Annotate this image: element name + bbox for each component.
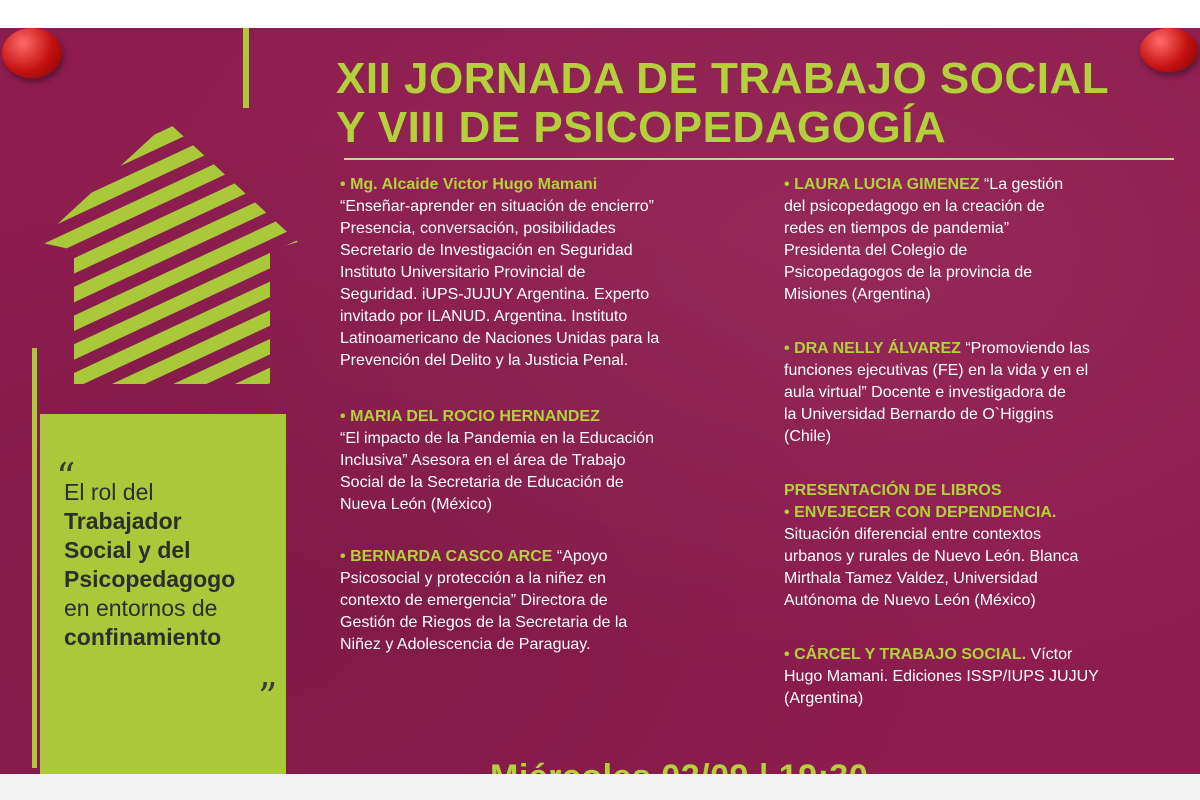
page-bottom-strip	[0, 774, 1200, 800]
quote-line: Psicopedagogo	[64, 566, 236, 592]
speaker-name: LAURA LUCIA GIMENEZ	[794, 176, 980, 193]
speaker-name: BERNARDA CASCO ARCE	[350, 548, 553, 565]
speaker-text: “Apoyo	[552, 548, 608, 565]
speaker-text: Instituto Universitario Provincial de	[340, 264, 586, 281]
pushpin-icon	[2, 28, 62, 78]
speaker-entry	[340, 174, 659, 372]
quote-panel	[40, 414, 286, 774]
book-text: Mirthala Tamez Valdez, Universidad	[784, 570, 1038, 587]
speaker-text: del psicopedagogo en la creación de	[784, 198, 1045, 215]
quote-line: Social y del	[64, 537, 191, 563]
books-heading: PRESENTACIÓN DE LIBROS	[784, 482, 1002, 499]
speaker-text: “Enseñar-aprender en situación de encierro”	[340, 198, 654, 215]
books-section	[784, 480, 1078, 612]
title-line: XII JORNADA DE TRABAJO SOCIAL	[336, 54, 1110, 103]
event-poster	[0, 28, 1200, 774]
speaker-text: Niñez y Adolescencia de Paraguay.	[340, 636, 591, 653]
book-text: Hugo Mamani. Ediciones ISSP/IUPS JUJUY	[784, 668, 1099, 685]
house-icon	[38, 122, 298, 384]
speaker-text: funciones ejecutivas (FE) en la vida y en el	[784, 362, 1089, 379]
bullet: •	[340, 408, 346, 425]
book-text: Situación diferencial entre contextos	[784, 526, 1042, 543]
quote-line: El rol del	[64, 479, 154, 505]
quote-line: Trabajador	[64, 508, 182, 534]
speaker-entry	[340, 406, 654, 516]
quote-line: en entornos de	[64, 595, 218, 621]
speaker-text: Misiones (Argentina)	[784, 286, 931, 303]
book-text: (Argentina)	[784, 690, 864, 707]
speaker-text: Latinoamericano de Naciones Unidas para la	[340, 330, 660, 347]
speaker-entry	[784, 174, 1063, 306]
speaker-text: invitado por ILANUD. Argentina. Instituto	[340, 308, 628, 325]
speaker-text: la Universidad Bernardo de O`Higgins	[784, 406, 1054, 423]
speaker-text: (Chile)	[784, 428, 832, 445]
speaker-text: Prevención del Delito y la Justicia Penal.	[340, 352, 629, 369]
book-title: ENVEJECER CON DEPENDENCIA.	[794, 504, 1057, 521]
bullet: •	[340, 548, 346, 565]
speaker-text: Secretario de Investigación en Seguridad	[340, 242, 633, 259]
speaker-text: “La gestión	[979, 176, 1064, 193]
book-title: CÁRCEL Y TRABAJO SOCIAL.	[794, 646, 1027, 663]
speaker-text: contexto de emergencia” Directora de	[340, 592, 608, 609]
speaker-text: Nueva León (México)	[340, 496, 493, 513]
title-line: Y VIII DE PSICOPEDAGOGÍA	[336, 103, 947, 152]
decorative-line	[32, 348, 37, 768]
speaker-text: Gestión de Riegos de la Secretaria de la	[340, 614, 628, 631]
speaker-text: Psicosocial y protección a la niñez en	[340, 570, 606, 587]
event-title	[336, 54, 1176, 152]
open-quote-mark: “	[56, 455, 76, 499]
book-entry	[784, 644, 1099, 710]
bullet: •	[784, 340, 790, 357]
speaker-text: “El impacto de la Pandemia en la Educación	[340, 430, 654, 447]
decorative-line	[243, 28, 249, 108]
bullet: •	[784, 504, 790, 521]
bullet: •	[784, 176, 790, 193]
speaker-text: Presidenta del Colegio de	[784, 242, 968, 259]
speaker-text: Inclusiva” Asesora en el área de Trabajo	[340, 452, 626, 469]
speaker-text: Seguridad. iUPS-JUJUY Argentina. Experto	[340, 286, 650, 303]
close-quote-mark: ”	[258, 675, 278, 719]
speaker-text: “Promoviendo las	[960, 340, 1090, 357]
quote-line: confinamiento	[64, 624, 222, 650]
speaker-entry	[340, 546, 627, 656]
speaker-text: Presencia, conversación, posibilidades	[340, 220, 616, 237]
book-text: Víctor	[1026, 646, 1073, 663]
book-text: urbanos y rurales de Nuevo León. Blanca	[784, 548, 1079, 565]
speaker-entry	[784, 338, 1090, 448]
book-text: Autónoma de Nuevo León (México)	[784, 592, 1036, 609]
speaker-text: Social de la Secretaria de Educación de	[340, 474, 624, 491]
speaker-text: redes en tiempos de pandemia”	[784, 220, 1010, 237]
speaker-name: Mg. Alcaide Victor Hugo Mamani	[350, 176, 598, 193]
speaker-text: aula virtual” Docente e investigadora de	[784, 384, 1066, 401]
quote-text	[64, 478, 290, 652]
speaker-name: DRA NELLY ÁLVAREZ	[794, 340, 961, 357]
bullet: •	[340, 176, 346, 193]
speaker-name: MARIA DEL ROCIO HERNANDEZ	[350, 408, 600, 425]
bullet: •	[784, 646, 790, 663]
speaker-text: Psicopedagogos de la provincia de	[784, 264, 1033, 281]
divider	[344, 158, 1174, 160]
